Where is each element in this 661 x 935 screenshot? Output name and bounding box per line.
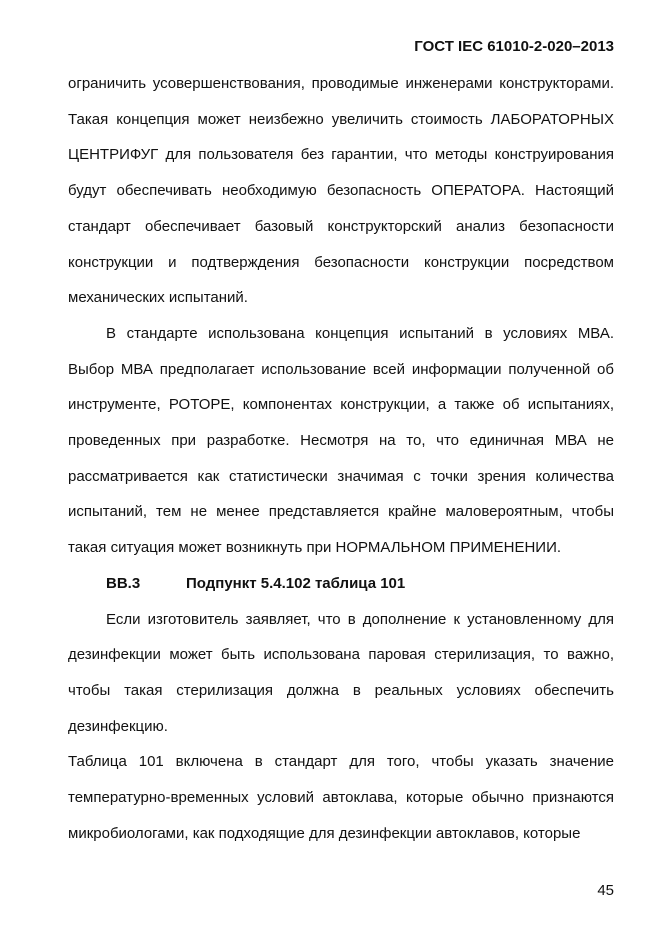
document-body <box>68 66 614 851</box>
paragraph-sterilization: Если изготовитель заявляет, что в дополнение к установленному для дезинфекции может быть использована паровая стерилизация, то важно, чтобы такая стерилизация должна в реальных условиях обеспечить дезинфекцию. <box>68 610 614 735</box>
section-title: Подпункт 5.4.102 таблица 101 <box>186 574 406 592</box>
document-header: ГОСТ IEC 61010-2-020–2013 <box>414 38 614 55</box>
page-number: 45 <box>597 882 614 899</box>
paragraph-design-concept: ограничить усовершенствования, проводимые инженерами конструкторами. Такая концепция может неизбежно увеличить стоимость ЛАБОРАТОРНЫХ ЦЕНТРИФУГ для пользователя без гарантии, что методы конструирования будут обеспечивать необходимую безопасность ОПЕРАТОРА. Настоящий стандарт обеспечивает базовый конструкторский анализ безопасности конструкции и подтверждения безопасности конструкции посредством механических испытаний. <box>68 75 614 307</box>
section-number: ВВ.3 <box>106 574 141 592</box>
paragraph-table-101: Таблица 101 включена в стандарт для того, чтобы указать значение температурно-временных условий автоклава, которые обычно признаются микробиологами, как подходящие для дезинфекции автоклавов, которые <box>68 753 614 842</box>
paragraph-mba-concept: В стандарте использована концепция испытаний в условиях МВА. Выбор МВА предполагает использование всей информации полученной об инструменте, РОТОРЕ, компонентах конструкции, а также об испытаниях, проведенных при разработке. Несмотря на то, что единичная МВА не рассматривается как статистически значимая с точки зрения количества испытаний, тем не менее представляется крайне маловероятным, чтобы такая ситуация может возникнуть при НОРМАЛЬНОМ ПРИМЕНЕНИИ. <box>68 324 614 557</box>
section-heading <box>68 566 614 602</box>
